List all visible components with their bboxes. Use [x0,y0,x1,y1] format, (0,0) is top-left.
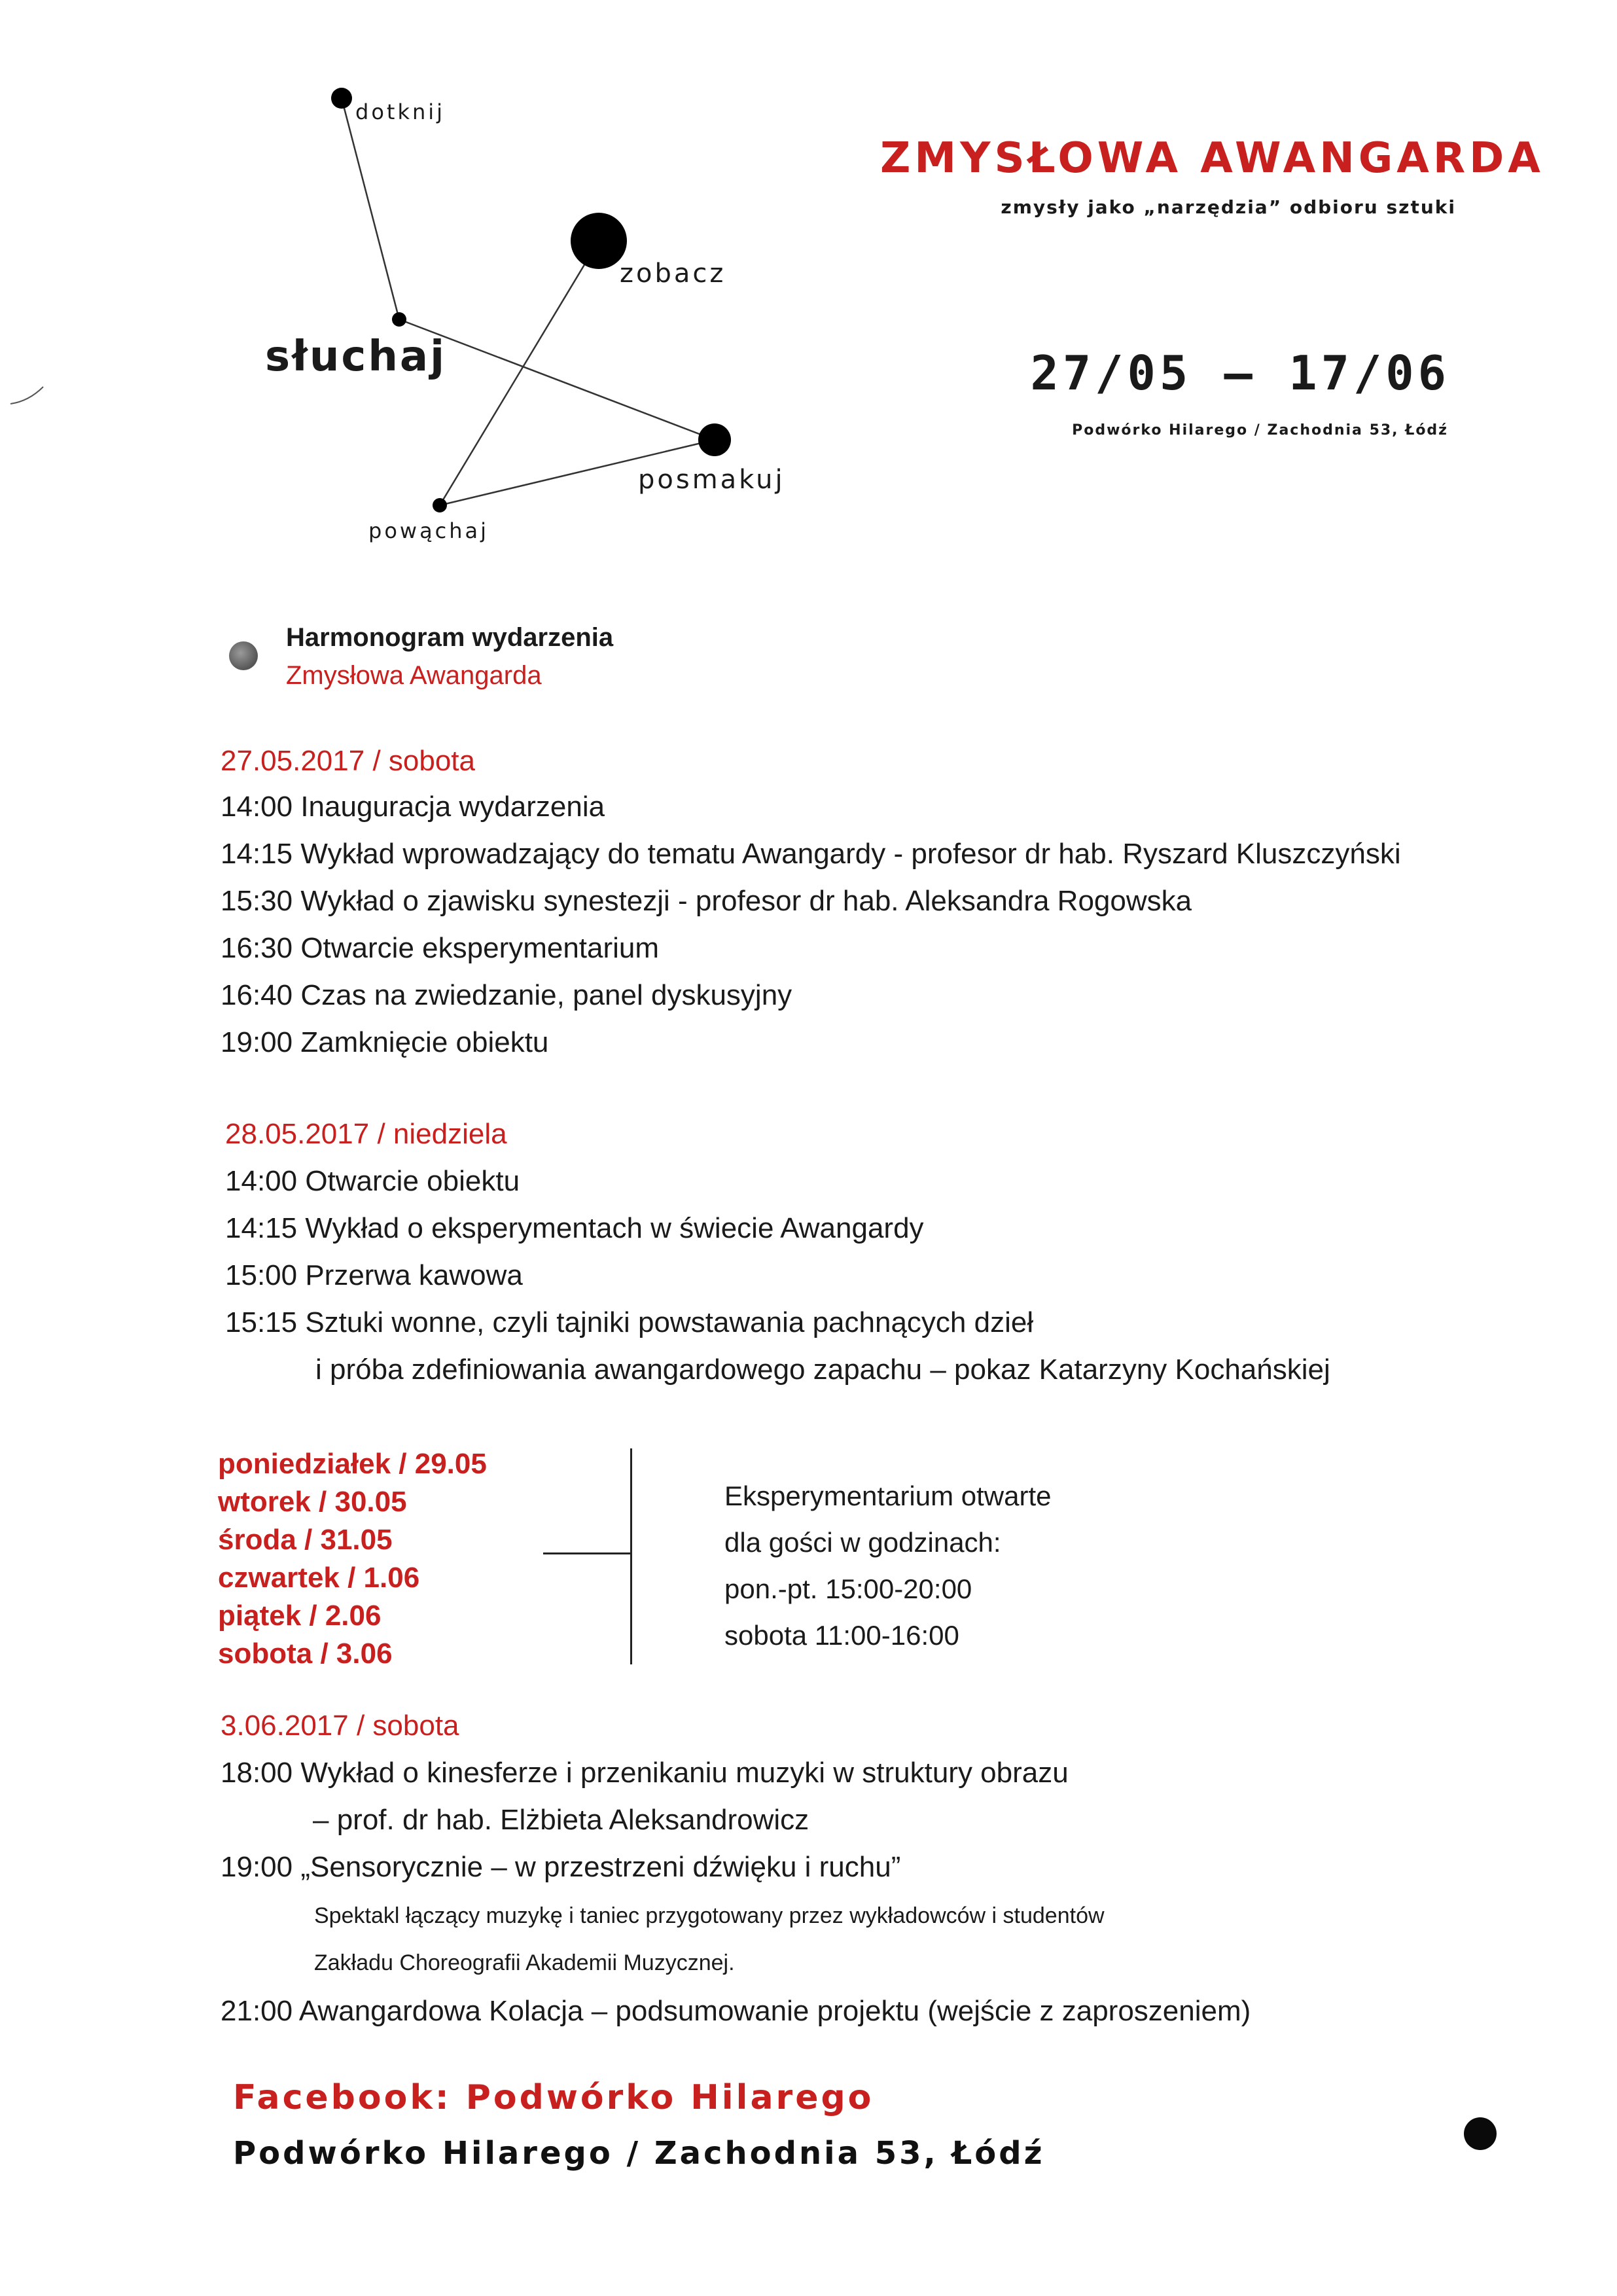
weekday-item: wtorek / 30.05 [218,1486,407,1518]
dot-smell [433,498,447,512]
day3-item-description: Zakładu Choreografii Akademii Muzycznej. [314,1950,735,1975]
schedule-title: Harmonogram wydarzenia [286,623,614,652]
day1-item: 16:40 Czas na zwiedzanie, panel dyskusyjny [221,979,792,1011]
day1-item: 16:30 Otwarcie eksperymentarium [221,932,660,964]
bracket-vertical-line [630,1448,632,1664]
day3-item: 21:00 Awangardowa Kolacja – podsumowanie projektu (wejście z zaproszeniem) [221,1995,1251,2027]
day2-item: 15:15 Sztuki wonne, czyli tajniki powstawania pachnących dzieł [225,1306,1034,1338]
hours-info-line: sobota 11:00-16:00 [724,1620,959,1651]
footer-venue: Podwórko Hilarego / Zachodnia 53, Łódź [233,2135,1045,2172]
day2-item-continuation: i próba zdefiniowania awangardowego zapachu – pokaz Katarzyny Kochańskiej [315,1354,1330,1386]
label-taste: posmakuj [638,465,785,495]
bracket-horizontal-line [543,1552,631,1554]
decorative-dot [1464,2117,1497,2150]
day3-item-description: Spektakl łączący muzykę i taniec przygotowany przez wykładowców i studentów [314,1903,1105,1928]
day1-item: 14:00 Inauguracja wydarzenia [221,791,605,823]
weekday-list [218,1445,487,1673]
day1-item: 14:15 Wykład wprowadzający do tematu Awangardy - profesor dr hab. Ryszard Kluszczyński [221,838,1401,870]
label-smell: powąchaj [368,518,489,543]
dot-see [571,213,627,269]
day2-item: 14:15 Wykład o eksperymentach w świecie Awangardy [225,1212,924,1244]
label-listen: słuchaj [265,332,447,381]
day2-item: 15:00 Przerwa kawowa [225,1259,523,1291]
line-touch-listen [342,98,399,319]
schedule-subtitle: Zmysłowa Awangarda [286,661,542,690]
day1-item: 19:00 Zamknięcie obiektu [221,1026,549,1058]
day1-item: 15:30 Wykład o zjawisku synestezji - profesor dr hab. Aleksandra Rogowska [221,885,1192,917]
label-see: zobacz [620,259,726,289]
line-see-smell [440,241,599,505]
weekday-item: piątek / 2.06 [218,1600,382,1632]
event-title: ZMYSŁOWA AWANGARDA [880,134,1544,183]
event-subtitle: zmysły jako „narzędzia” odbioru sztuki [1001,196,1456,218]
event-dates: 27/05 — 17/06 [1030,346,1450,401]
day2-item: 14:00 Otwarcie obiektu [225,1165,520,1197]
hours-info-line: dla gości w godzinach: [724,1527,1001,1558]
line-listen-taste [399,319,715,440]
event-venue: Podwórko Hilarego / Zachodnia 53, Łódź [1072,422,1448,439]
scan-mark [9,383,48,409]
weekday-item: sobota / 3.06 [218,1638,393,1670]
weekday-item: środa / 31.05 [218,1524,393,1556]
day1-heading: 27.05.2017 / sobota [221,745,475,777]
hours-info-line: Eksperymentarium otwarte [724,1480,1052,1511]
day3-item: 18:00 Wykład o kinesferze i przenikaniu muzyki w struktury obrazu [221,1757,1069,1789]
day3-heading: 3.06.2017 / sobota [221,1710,459,1742]
dot-touch [331,88,352,109]
label-touch: dotknij [355,99,446,124]
day2-heading: 28.05.2017 / niedziela [225,1118,507,1150]
dot-listen [392,312,406,327]
day3-item: 19:00 „Sensorycznie – w przestrzeni dźwięku i ruchu” [221,1851,901,1883]
hours-info-line: pon.-pt. 15:00-20:00 [724,1573,972,1604]
facebook-link: Facebook: Podwórko Hilarego [233,2078,874,2117]
bullet-dot [229,641,258,670]
day3-item-continuation: – prof. dr hab. Elżbieta Aleksandrowicz [313,1804,809,1836]
dot-taste [698,423,731,456]
weekday-item: poniedziałek / 29.05 [218,1448,487,1480]
weekday-item: czwartek / 1.06 [218,1562,420,1594]
